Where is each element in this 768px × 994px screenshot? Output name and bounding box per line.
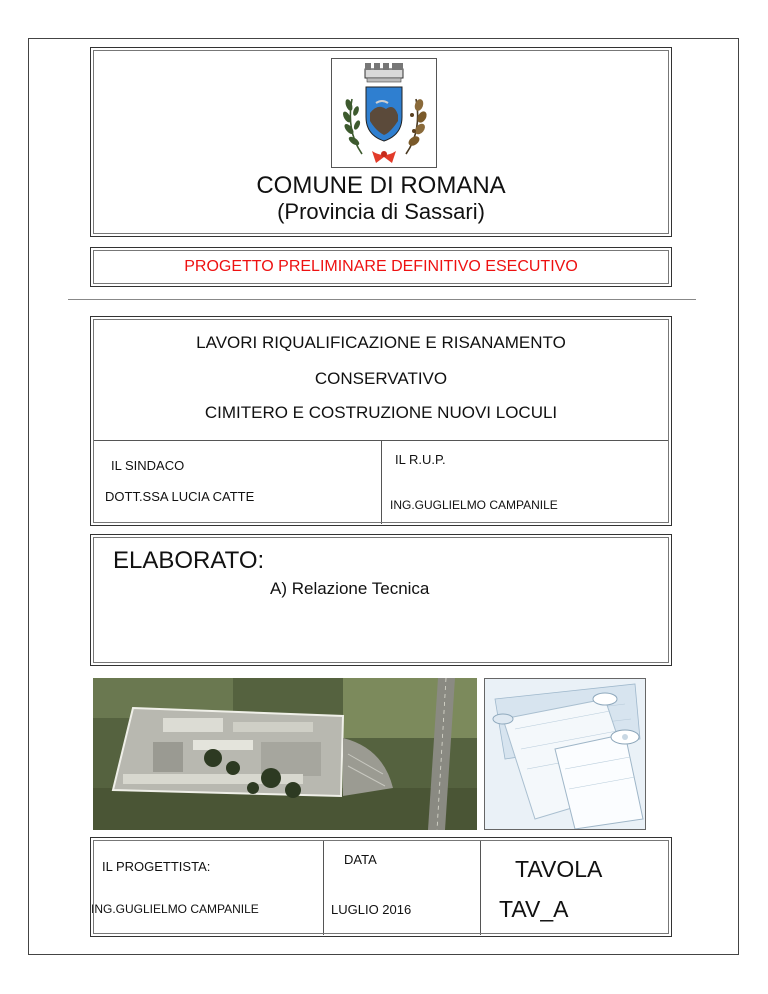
project-title-line3: CIMITERO E COSTRUZIONE NUOVI LOCULI — [204, 403, 558, 422]
mayor-label: IL SINDACO — [111, 458, 185, 473]
sheet-label: TAVOLA — [515, 856, 603, 882]
separator-line — [68, 299, 696, 300]
municipality-name: COMUNE DI ROMANA — [256, 172, 506, 199]
footer-divider-1 — [323, 841, 324, 935]
project-title-line1: LAVORI RIQUALIFICAZIONE E RISANAMENTO — [196, 333, 566, 352]
phase-box — [90, 247, 672, 287]
header-box — [90, 47, 672, 237]
blueprint-rolls-icon — [485, 679, 645, 829]
rup-label: IL R.U.P. — [395, 452, 446, 467]
document-label: ELABORATO: — [113, 547, 265, 574]
date-value: LUGLIO 2016 — [331, 902, 412, 917]
document-title: A) Relazione Tecnica — [270, 579, 430, 598]
crest-icon — [332, 59, 436, 167]
rup-name: ING.GUGLIELMO CAMPANILE — [390, 498, 558, 512]
province-name: (Provincia di Sassari) — [277, 199, 485, 224]
document-box — [90, 534, 672, 666]
footer-divider-2 — [480, 841, 481, 935]
designer-name: ING.GUGLIELMO CAMPANILE — [91, 902, 259, 916]
sheet-value: TAV_A — [499, 896, 569, 922]
project-box — [90, 316, 672, 526]
project-phase: PROGETTO PRELIMINARE DEFINITIVO ESECUTIVO — [184, 258, 578, 275]
aerial-photo — [93, 678, 477, 830]
blueprint-image — [484, 678, 646, 830]
signatories-vdivider — [381, 440, 382, 524]
mayor-name: DOTT.SSA LUCIA CATTE — [105, 489, 255, 504]
aerial-photo-image — [93, 678, 477, 830]
project-title-line2: CONSERVATIVO — [314, 369, 448, 388]
date-label: DATA — [344, 852, 377, 867]
designer-label: IL PROGETTISTA: — [102, 859, 211, 874]
crest — [331, 58, 437, 168]
footer-box — [90, 837, 672, 937]
